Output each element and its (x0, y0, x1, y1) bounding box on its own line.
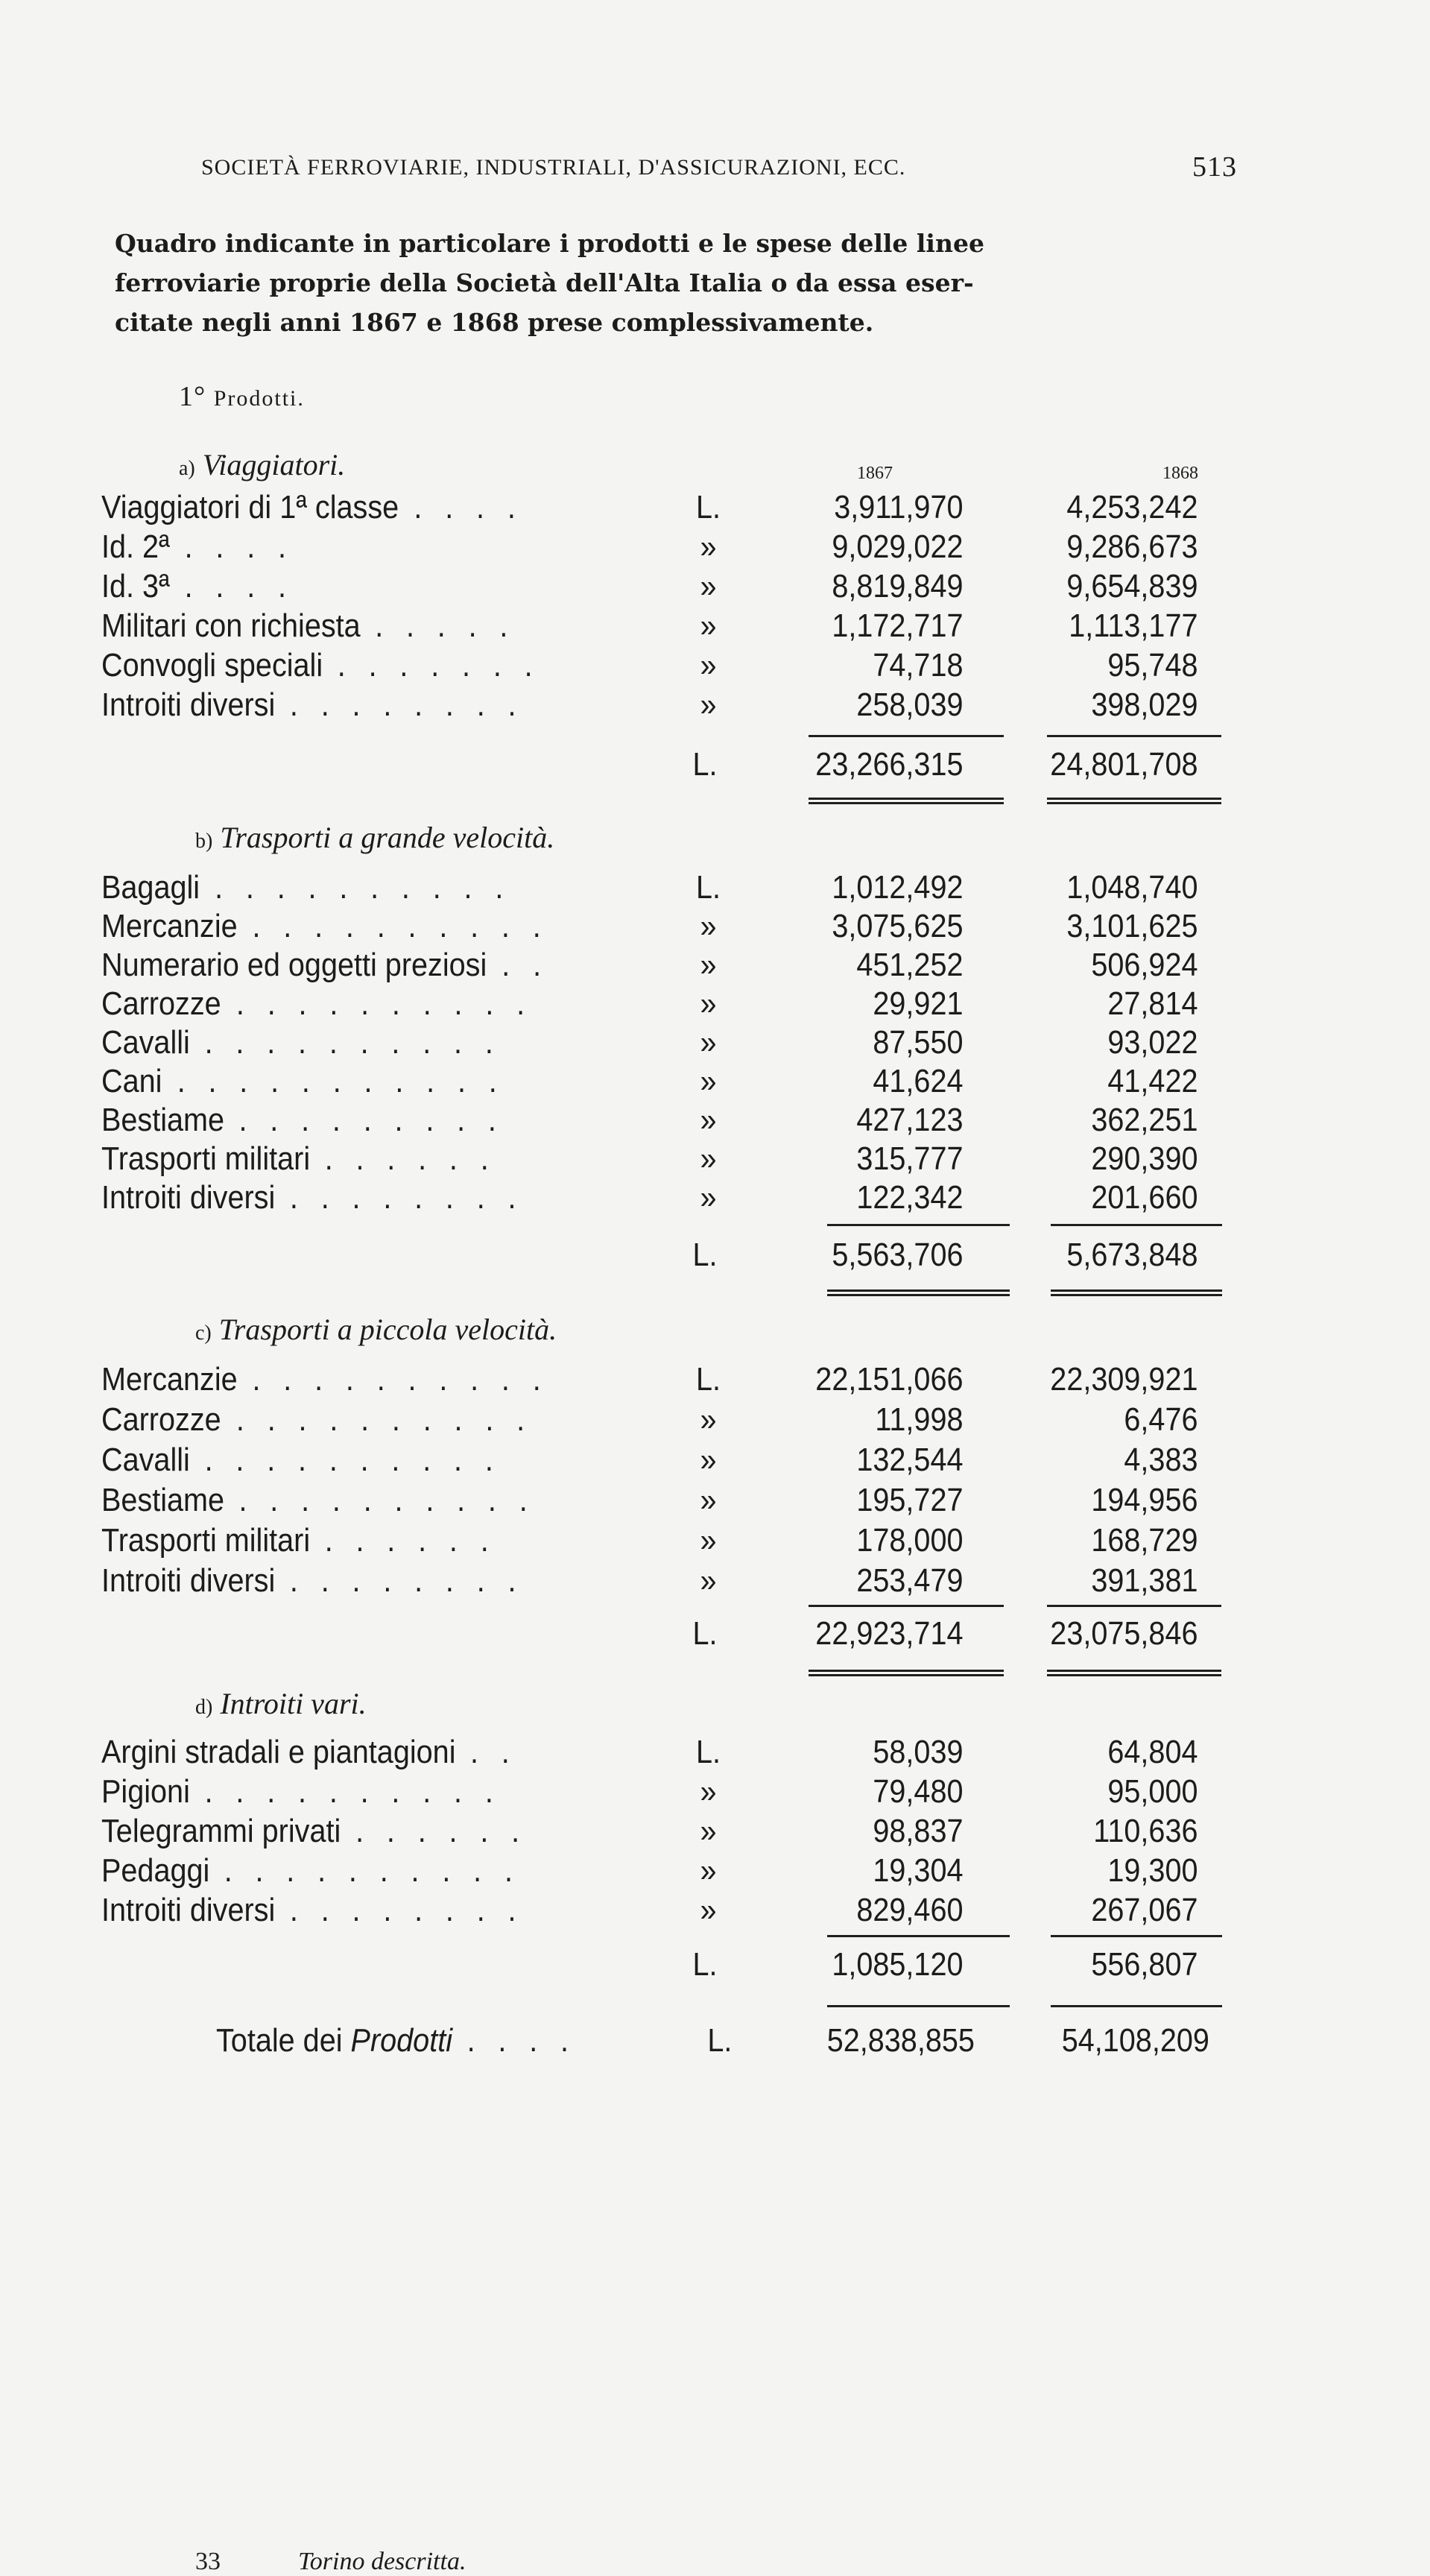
value-1868: 9,654,839 (1066, 568, 1198, 604)
row-label: Bagagli (101, 869, 200, 906)
value-1867: 9,029,022 (832, 528, 964, 565)
table-row (101, 686, 1198, 724)
value-1867: 23,266,315 (815, 746, 964, 783)
group-heading-b (195, 820, 554, 855)
row-label: Mercanzie (101, 908, 238, 944)
value-1868: 24,801,708 (1050, 746, 1198, 783)
section-number: 1° (179, 381, 206, 412)
double-rule (1047, 1670, 1221, 1676)
leader-dots: . . . . . . . . . . (215, 869, 511, 906)
currency-mark: » (700, 1482, 717, 1518)
value-1868: 267,067 (1091, 1892, 1198, 1928)
value-1867: 451,252 (856, 947, 964, 983)
value-1867: 427,123 (856, 1102, 964, 1138)
group-title: Viaggiatori. (202, 448, 346, 482)
subtotal-row (101, 745, 1198, 784)
group-title: Trasporti a piccola velocità. (218, 1313, 557, 1346)
currency-mark: L. (695, 869, 721, 906)
row-label: Introiti diversi (101, 1562, 276, 1599)
running-title: SOCIETÀ FERROVIARIE, INDUSTRIALI, D'ASSICURAZIONI, ECC. (201, 155, 906, 180)
table-row (101, 567, 1198, 606)
table-row (101, 1891, 1198, 1930)
currency-mark: L. (692, 1946, 718, 1983)
value-1867: 11,998 (875, 1401, 964, 1438)
value-1867: 87,550 (873, 1024, 964, 1061)
table-row (101, 868, 1198, 907)
row-label: Numerario ed oggetti preziosi (101, 947, 487, 983)
value-1867: 98,837 (873, 1813, 964, 1849)
value-1867: 19,304 (873, 1852, 964, 1889)
subtotal-row (101, 1614, 1198, 1653)
currency-mark: » (700, 686, 717, 723)
sum-rule (1051, 1224, 1222, 1226)
row-label: Militari con richiesta (101, 607, 361, 644)
currency-mark: » (700, 908, 717, 944)
value-1867: 315,777 (856, 1140, 964, 1177)
row-label: Cavalli (101, 1024, 190, 1061)
leader-dots: . . . . . . . (337, 647, 540, 684)
caption-line: ferroviarie proprie della Società dell'Alta Italia o da essa eser- (115, 268, 974, 297)
currency-mark: » (700, 1063, 717, 1099)
value-1868: 4,383 (1124, 1442, 1198, 1478)
value-1868: 3,101,625 (1066, 908, 1198, 944)
currency-mark: » (700, 1102, 717, 1138)
group-letter: c) (195, 1322, 212, 1345)
leader-dots: . . . . . . . . . . (252, 1361, 548, 1398)
double-rule (827, 1289, 1010, 1296)
leader-dots: . . . . . . . . (289, 1562, 524, 1599)
value-1867: 122,342 (856, 1179, 964, 1216)
currency-mark: L. (695, 489, 721, 525)
row-label: Cavalli (101, 1442, 190, 1478)
row-label: Telegrammi privati (101, 1813, 341, 1849)
value-1867: 29,921 (873, 985, 964, 1022)
currency-mark: » (700, 1852, 717, 1889)
table-row (101, 1521, 1198, 1560)
value-1867: 22,151,066 (815, 1361, 964, 1398)
value-1867: 5,563,706 (832, 1237, 964, 1273)
grand-total-label-text: Totale dei (216, 2022, 343, 2059)
table-row (101, 946, 1198, 985)
value-1867: 178,000 (856, 1522, 964, 1559)
leader-dots: . . . . (466, 2022, 576, 2059)
table-row (101, 646, 1198, 685)
value-1868: 93,022 (1107, 1024, 1198, 1061)
group-heading-a (179, 447, 345, 482)
value-1867: 58,039 (873, 1734, 964, 1770)
value-1867: 3,911,970 (834, 489, 964, 525)
table-row (101, 1360, 1198, 1399)
leader-dots: . . . . . . . . . . (235, 985, 533, 1022)
table-row (101, 1812, 1198, 1851)
currency-mark: L. (707, 2022, 733, 2059)
value-1867: 74,718 (873, 647, 964, 684)
value-1868: 362,251 (1091, 1102, 1198, 1138)
currency-mark: L. (692, 1615, 718, 1652)
sum-rule (827, 1935, 1010, 1937)
value-1867: 132,544 (856, 1442, 964, 1478)
signature-mark: 33 (195, 2548, 221, 2575)
sum-rule (1051, 2005, 1222, 2007)
currency-mark: » (700, 1892, 717, 1928)
table-row (101, 1101, 1198, 1140)
group-letter: a) (179, 457, 195, 480)
table-row (101, 1772, 1198, 1811)
currency-mark: L. (695, 1734, 721, 1770)
leader-dots: . . . . . . . . (289, 1892, 524, 1928)
row-label: Cani (101, 1063, 162, 1099)
row-label: Introiti diversi (101, 1179, 276, 1216)
value-1868: 168,729 (1091, 1522, 1198, 1559)
footer-note: Torino descritta. (298, 2548, 466, 2575)
group-heading-c (195, 1312, 557, 1347)
row-label: Argini stradali e piantagioni (101, 1734, 456, 1770)
value-1868: 23,075,846 (1050, 1615, 1198, 1652)
subtotal-row (101, 1945, 1198, 1984)
currency-mark: » (700, 1522, 717, 1559)
value-1868: 201,660 (1091, 1179, 1198, 1216)
leader-dots: . . . . . . . . . . (224, 1852, 520, 1889)
currency-mark: L. (695, 1361, 721, 1398)
leader-dots: . . . . . . . . . . (204, 1442, 501, 1478)
value-1868: 22,309,921 (1050, 1361, 1198, 1398)
value-1868: 95,000 (1107, 1773, 1198, 1810)
page-number: 513 (1192, 151, 1237, 183)
row-label: Introiti diversi (101, 1892, 276, 1928)
value-1867: 1,012,492 (832, 869, 964, 906)
value-1867: 1,172,717 (832, 607, 964, 644)
value-1868: 19,300 (1107, 1852, 1198, 1889)
double-rule (1047, 798, 1221, 804)
leader-dots: . . . . . . . . . . (238, 1482, 535, 1518)
table-row (101, 1562, 1198, 1600)
table-row (101, 528, 1198, 566)
sum-rule (1047, 735, 1221, 737)
value-1868: 9,286,673 (1066, 528, 1198, 565)
value-1868: 556,807 (1091, 1946, 1198, 1983)
currency-mark: » (700, 1179, 717, 1216)
value-1868: 5,673,848 (1066, 1237, 1198, 1273)
row-label: Introiti diversi (101, 686, 276, 723)
table-row (101, 1481, 1198, 1520)
value-1868: 54,108,209 (1061, 2022, 1209, 2059)
year-1867-header: 1867 (857, 464, 893, 483)
row-label: Viaggiatori di 1ª classe (101, 489, 399, 525)
currency-mark: » (700, 647, 717, 684)
table-caption (115, 224, 1233, 342)
value-1868: 391,381 (1091, 1562, 1198, 1599)
caption-line: citate negli anni 1867 e 1868 prese complessivamente. (115, 308, 874, 337)
leader-dots: . . (502, 947, 549, 983)
sum-rule (1051, 1935, 1222, 1937)
row-label: Pigioni (101, 1773, 190, 1810)
currency-mark: » (700, 947, 717, 983)
currency-mark: » (700, 1024, 717, 1061)
currency-mark: » (700, 985, 717, 1022)
leader-dots: . . (470, 1734, 517, 1770)
table-row (101, 1140, 1198, 1178)
row-label: Id. 2ª (101, 528, 170, 565)
row-label: Trasporti militari (101, 1140, 311, 1177)
value-1868: 64,804 (1107, 1734, 1198, 1770)
double-rule (809, 798, 1004, 804)
group-letter: b) (195, 830, 213, 853)
value-1868: 95,748 (1107, 647, 1198, 684)
value-1868: 194,956 (1091, 1482, 1198, 1518)
leader-dots: . . . . (184, 528, 294, 565)
row-label: Carrozze (101, 985, 221, 1022)
group-title: Trasporti a grande velocità. (220, 821, 555, 854)
leader-dots: . . . . . . . . . . . (177, 1063, 504, 1099)
value-1868: 41,422 (1107, 1063, 1198, 1099)
grand-total-label-em: Prodotti (350, 2022, 453, 2059)
currency-mark: » (700, 1773, 717, 1810)
table-row (101, 1401, 1198, 1439)
leader-dots: . . . . . . (355, 1813, 528, 1849)
currency-mark: » (700, 568, 717, 604)
grand-total-line (216, 2021, 1209, 2060)
currency-mark: » (700, 1442, 717, 1478)
value-1867: 52,838,855 (826, 2022, 975, 2059)
double-rule (809, 1670, 1004, 1676)
currency-mark: L. (692, 1237, 718, 1273)
currency-mark: » (700, 1401, 717, 1438)
double-rule (1051, 1289, 1222, 1296)
currency-mark: » (700, 607, 717, 644)
row-label: Mercanzie (101, 1361, 238, 1398)
value-1868: 1,048,740 (1066, 869, 1198, 906)
value-1867: 8,819,849 (832, 568, 964, 604)
currency-mark: L. (692, 746, 718, 783)
leader-dots: . . . . . . . . . . (252, 908, 548, 944)
value-1867: 1,085,120 (832, 1946, 964, 1983)
value-1867: 79,480 (873, 1773, 964, 1810)
table-row (101, 907, 1198, 946)
sum-rule (809, 1605, 1004, 1607)
currency-mark: » (700, 1140, 717, 1177)
sum-rule (827, 1224, 1010, 1226)
group-title: Introiti vari. (220, 1687, 367, 1720)
value-1867: 3,075,625 (832, 908, 964, 944)
group-heading-d (195, 1686, 367, 1721)
row-label: Convogli speciali (101, 647, 323, 684)
leader-dots: . . . . . . (324, 1140, 496, 1177)
section-heading (179, 380, 305, 413)
value-1867: 253,479 (856, 1562, 964, 1599)
value-1868: 4,253,242 (1066, 489, 1198, 525)
leader-dots: . . . . . (375, 607, 516, 644)
leader-dots: . . . . (184, 568, 294, 604)
row-label: Carrozze (101, 1401, 221, 1438)
running-header (201, 151, 1237, 192)
value-1868: 27,814 (1107, 985, 1198, 1022)
value-1868: 290,390 (1091, 1140, 1198, 1177)
value-1868: 110,636 (1093, 1813, 1198, 1849)
row-label: Bestiame (101, 1482, 225, 1518)
currency-mark: » (700, 1562, 717, 1599)
value-1868: 1,113,177 (1069, 607, 1198, 644)
leader-dots: . . . . . . . . (289, 686, 524, 723)
leader-dots: . . . . . . . . . . (235, 1401, 533, 1438)
subtotal-row (101, 1236, 1198, 1275)
value-1868: 506,924 (1091, 947, 1198, 983)
table-row (101, 1852, 1198, 1890)
table-row (101, 607, 1198, 645)
value-1867: 41,624 (873, 1063, 964, 1099)
group-letter: d) (195, 1696, 213, 1719)
table-row (101, 488, 1198, 527)
leader-dots: . . . . . . . . . . (204, 1773, 501, 1810)
currency-mark: » (700, 528, 717, 565)
grand-total-label (216, 2021, 452, 2060)
leader-dots: . . . . . . (324, 1522, 496, 1559)
row-label: Bestiame (101, 1102, 225, 1138)
leader-dots: . . . . (414, 489, 523, 525)
value-1867: 829,460 (856, 1892, 964, 1928)
caption-line: Quadro indicante in particolare i prodotti e le spese delle linee (115, 229, 984, 258)
table-row (101, 1062, 1198, 1101)
sum-rule (1047, 1605, 1221, 1607)
leader-dots: . . . . . . . . (289, 1179, 524, 1216)
value-1868: 398,029 (1091, 686, 1198, 723)
sum-rule (827, 2005, 1010, 2007)
value-1867: 195,727 (856, 1482, 964, 1518)
value-1867: 22,923,714 (815, 1615, 964, 1652)
section-title: Prodotti. (213, 386, 305, 411)
table-row (101, 1441, 1198, 1480)
table-row (101, 1178, 1198, 1217)
leader-dots: . . . . . . . . . (238, 1102, 504, 1138)
table-row (101, 1023, 1198, 1062)
table-row (101, 985, 1198, 1023)
currency-mark: » (700, 1813, 717, 1849)
table-row (101, 1733, 1198, 1772)
row-label: Trasporti militari (101, 1522, 311, 1559)
value-1867: 258,039 (856, 686, 964, 723)
sum-rule (809, 735, 1004, 737)
value-1868: 6,476 (1124, 1401, 1198, 1438)
year-1868-header: 1868 (1162, 464, 1198, 483)
leader-dots: . . . . . . . . . . (204, 1024, 501, 1061)
row-label: Pedaggi (101, 1852, 210, 1889)
row-label: Id. 3ª (101, 568, 170, 604)
